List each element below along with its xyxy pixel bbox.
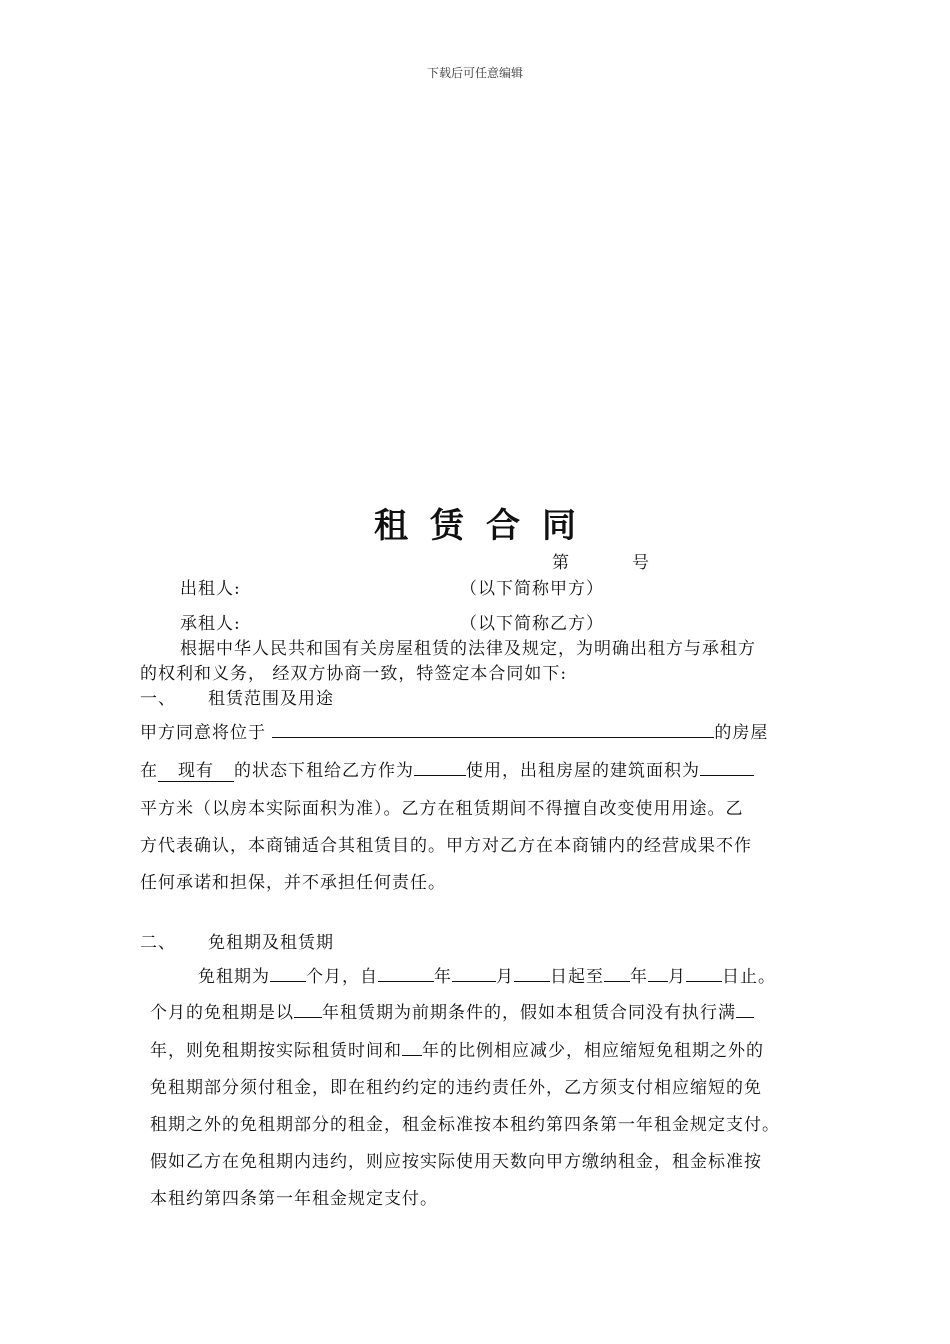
section-2-heading: 免租期及租赁期 (208, 933, 334, 953)
text: 年 (434, 967, 452, 987)
section-2-number: 二、 (140, 933, 176, 953)
text: 个月的免租期是以 (150, 1003, 294, 1023)
section-2-line-4: 免租期部分须付租金，即在租约约定的违约责任外，乙方须支付相应缩短的免 (150, 1078, 762, 1098)
text: 日止。 (722, 967, 776, 987)
section-1-number: 一、 (140, 689, 176, 709)
lessor-abbr: （以下简称甲方） (460, 579, 604, 599)
page-header-note: 下载后可任意编辑 (426, 66, 523, 80)
section-1-line-5: 任何承诺和担保，并不承担任何责任。 (140, 873, 446, 893)
section-2-line-3 (150, 1036, 764, 1061)
intro-line-2: 的权利和义务， 经双方协商一致，特签定本合同如下: (140, 664, 568, 684)
end-day-blank (686, 964, 722, 982)
text: 甲方同意将位于 (140, 723, 266, 743)
text: 年 (630, 967, 648, 987)
section-2-line-6: 假如乙方在免租期内违约，则应按实际使用天数向甲方缴纳租金，租金标准按 (150, 1152, 762, 1172)
contract-number (552, 548, 650, 573)
lessee-abbr: （以下简称乙方） (460, 614, 604, 634)
text: 在 (140, 761, 158, 781)
start-year-blank (378, 964, 434, 982)
section-1-heading: 租赁范围及用途 (208, 689, 334, 709)
usage-blank (414, 758, 466, 776)
section-2-line-2 (150, 998, 754, 1023)
full-years-blank (736, 1000, 754, 1018)
section-1-line-1 (140, 718, 768, 743)
document-title: 租赁合同 (374, 506, 598, 546)
text: 的房屋 (714, 723, 769, 743)
lessee-label: 承租人: (180, 614, 241, 634)
number-prefix: 第 (552, 553, 570, 573)
text: 使用，出租房屋的建筑面积为 (466, 761, 700, 781)
address-blank (272, 720, 714, 738)
section-1-line-2 (140, 756, 754, 781)
text: 月 (668, 967, 686, 987)
lessor-label: 出租人: (180, 579, 241, 599)
intro-line-1: 根据中华人民共和国有关房屋租赁的法律及规定，为明确出租方与承租方 (180, 639, 756, 659)
section-2-line-1 (198, 962, 776, 987)
section-2-line-7: 本租约第四条第一年租金规定支付。 (150, 1189, 438, 1209)
text: 免租期为 (198, 967, 270, 987)
condition-fill: 现有 (158, 761, 234, 782)
text: 日起至 (550, 967, 604, 987)
section-1-line-3: 平方米（以房本实际面积为准）。乙方在租赁期间不得擅自改变使用用途。乙 (140, 799, 744, 819)
text: 的状态下租给乙方作为 (234, 761, 414, 781)
ratio-years-blank (402, 1038, 422, 1056)
start-day-blank (514, 964, 550, 982)
section-2-line-5: 租期之外的免租期部分的租金，租金标准按本租约第四条第一年租金规定支付。 (150, 1115, 780, 1135)
text: 个月，自 (306, 967, 378, 987)
text: 月 (496, 967, 514, 987)
start-month-blank (452, 964, 496, 982)
text: 年，则免租期按实际租赁时间和 (150, 1041, 402, 1061)
months-blank (270, 964, 306, 982)
end-year-blank (604, 964, 630, 982)
lease-years-blank (294, 1000, 322, 1018)
area-blank (700, 758, 754, 776)
number-suffix: 号 (632, 553, 650, 573)
text: 年的比例相应减少，相应缩短免租期之外的 (422, 1041, 764, 1061)
end-month-blank (648, 964, 668, 982)
section-1-line-4: 方代表确认，本商铺适合其租赁目的。甲方对乙方在本商铺内的经营成果不作 (140, 836, 752, 856)
text: 年租赁期为前期条件的，假如本租赁合同没有执行满 (322, 1003, 736, 1023)
